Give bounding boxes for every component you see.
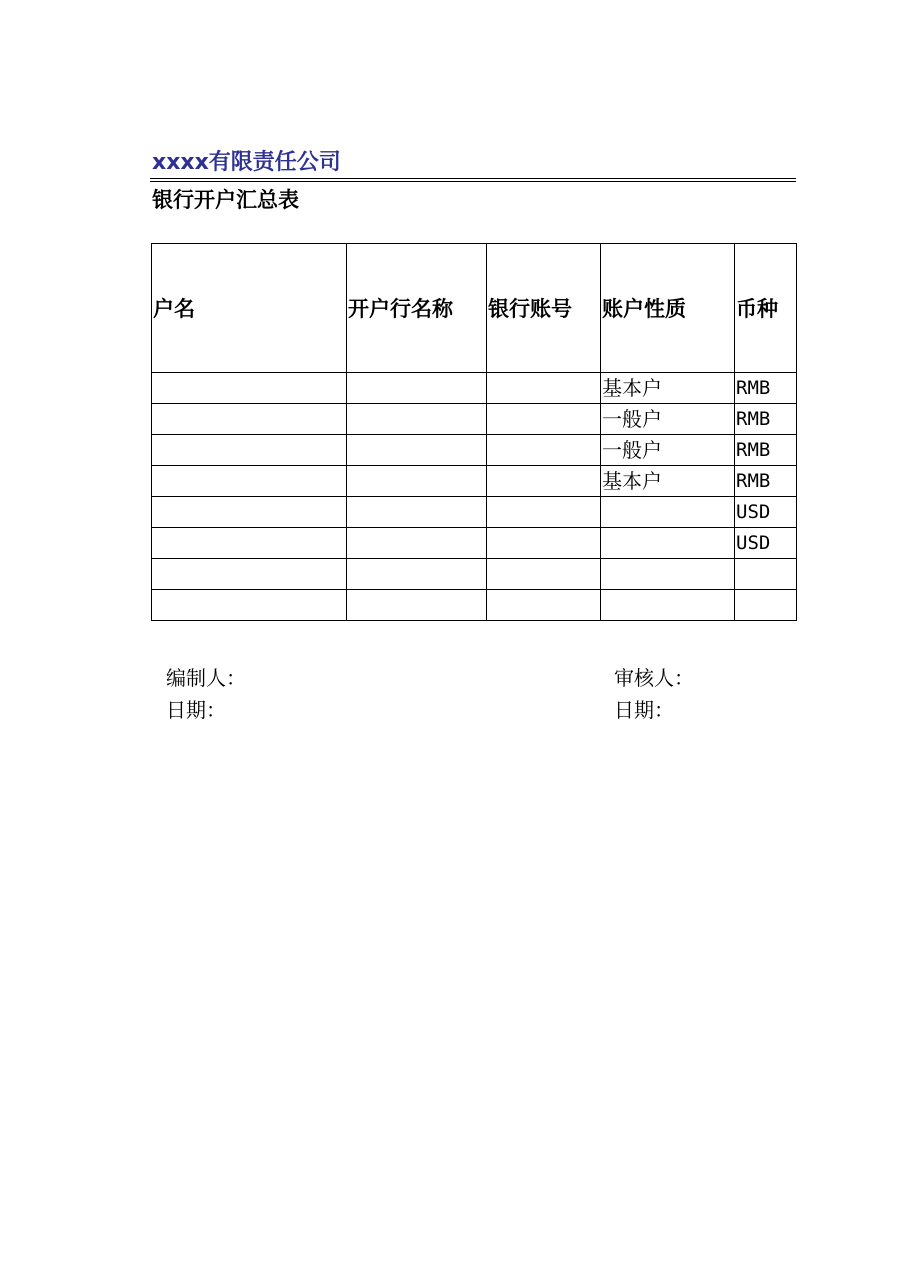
header-rule-top <box>150 178 796 179</box>
table-row <box>152 559 797 590</box>
cell-account-number[interactable] <box>487 404 601 435</box>
cell-account-type[interactable]: 一般户 <box>601 404 735 435</box>
cell-account-name[interactable] <box>152 373 347 404</box>
cell-account-type[interactable] <box>601 559 735 590</box>
cell-account-type[interactable] <box>601 497 735 528</box>
table-row <box>152 466 797 497</box>
cell-account-type[interactable]: 基本户 <box>601 373 735 404</box>
cell-bank-name[interactable] <box>347 590 487 621</box>
preparer-label: 编制人： <box>166 666 246 690</box>
cell-currency[interactable]: RMB <box>735 373 797 404</box>
cell-account-name[interactable] <box>152 528 347 559</box>
column-header-currency: 币种 <box>735 244 797 373</box>
header-rule-bottom <box>150 181 796 182</box>
table-row <box>152 590 797 621</box>
cell-account-name[interactable] <box>152 466 347 497</box>
cell-currency[interactable]: USD <box>735 497 797 528</box>
cell-currency[interactable]: RMB <box>735 435 797 466</box>
cell-currency[interactable]: USD <box>735 528 797 559</box>
reviewer-label: 审核人： <box>614 666 694 690</box>
cell-bank-name[interactable] <box>347 559 487 590</box>
column-header-account-name: 户名 <box>152 244 347 373</box>
cell-bank-name[interactable] <box>347 404 487 435</box>
cell-currency[interactable]: RMB <box>735 404 797 435</box>
cell-account-number[interactable] <box>487 590 601 621</box>
cell-account-name[interactable] <box>152 590 347 621</box>
cell-account-number[interactable] <box>487 373 601 404</box>
cell-account-number[interactable] <box>487 528 601 559</box>
company-name: xxxx有限责任公司 <box>152 150 341 175</box>
reviewer-date-label: 日期： <box>614 698 674 722</box>
cell-bank-name[interactable] <box>347 528 487 559</box>
preparer-date-label: 日期： <box>166 698 226 722</box>
cell-bank-name[interactable] <box>347 466 487 497</box>
column-header-account-number: 银行账号 <box>487 244 601 373</box>
cell-account-name[interactable] <box>152 559 347 590</box>
cell-account-number[interactable] <box>487 497 601 528</box>
table-header-row <box>152 244 797 373</box>
cell-account-name[interactable] <box>152 404 347 435</box>
bank-accounts-table <box>151 243 797 621</box>
column-header-bank-name: 开户行名称 <box>347 244 487 373</box>
cell-currency[interactable]: RMB <box>735 466 797 497</box>
document-title: 银行开户汇总表 <box>152 188 299 212</box>
table-row <box>152 404 797 435</box>
table-row <box>152 497 797 528</box>
column-header-account-type: 账户性质 <box>601 244 735 373</box>
cell-currency[interactable] <box>735 590 797 621</box>
cell-bank-name[interactable] <box>347 435 487 466</box>
cell-account-type[interactable] <box>601 590 735 621</box>
table-row <box>152 528 797 559</box>
cell-account-type[interactable] <box>601 528 735 559</box>
table-row <box>152 435 797 466</box>
cell-account-number[interactable] <box>487 435 601 466</box>
cell-account-type[interactable]: 基本户 <box>601 466 735 497</box>
cell-bank-name[interactable] <box>347 373 487 404</box>
cell-currency[interactable] <box>735 559 797 590</box>
cell-account-type[interactable]: 一般户 <box>601 435 735 466</box>
cell-account-name[interactable] <box>152 497 347 528</box>
cell-account-number[interactable] <box>487 466 601 497</box>
cell-account-name[interactable] <box>152 435 347 466</box>
table-row <box>152 373 797 404</box>
cell-bank-name[interactable] <box>347 497 487 528</box>
cell-account-number[interactable] <box>487 559 601 590</box>
